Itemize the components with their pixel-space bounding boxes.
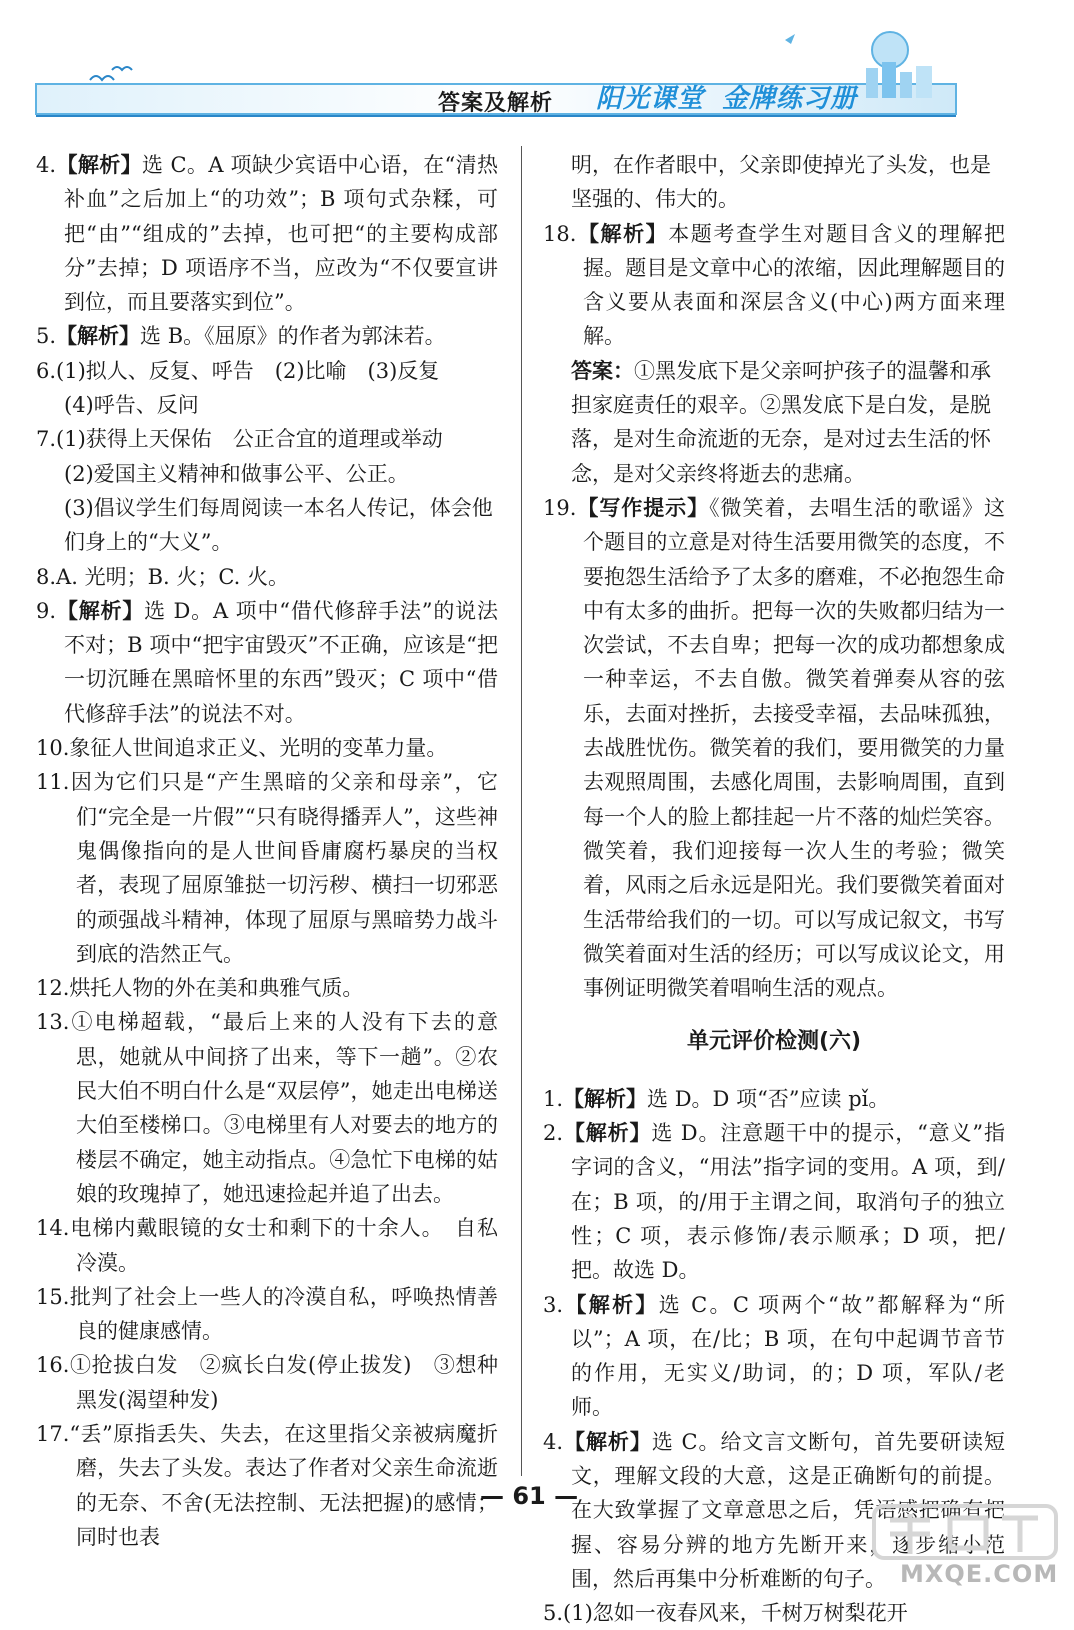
answer-14: 14.电梯内戴眼镜的女士和剩下的十余人。 自私冷漠。 [36, 1216, 498, 1275]
left-column [36, 148, 498, 1554]
page-header [0, 0, 1074, 118]
bird-icon [90, 76, 114, 80]
section-title: 单元评价检测(六) [686, 1029, 862, 1055]
unit6-answer-1: 1.【解析】选 D。D 项“否”应读 pǐ。 [543, 1085, 890, 1111]
answer-7: 7.(1)获得上天保佑 公正合宜的道理或举动 [36, 427, 443, 452]
answer-15: 15.批判了社会上一些人的冷漠自私，呼唤热情善良的健康感情。 [36, 1284, 498, 1344]
answer-16: 16.①抢拔白发 ②疯长白发(停止拔发) ③想种黑发(渴望种发) [36, 1353, 498, 1412]
unit6-answer-2: 2.【解析】选 D。注意题干中的提示，“意义”指字词的含义，“用法”指字词的变用。A 项，到/在；B 项，的/用于主谓之间，取消句子的独立性；C 项，表示修饰/表示顺承；D 项，把/把。故选 D。 [543, 1120, 1005, 1283]
answer-6: 6.(1)拟人、反复、呼告 (2)比喻 (3)反复 [36, 358, 440, 383]
answer-8: 8.A. 光明；B. 火；C. 火。 [36, 564, 290, 589]
answer-19: 19.【写作提示】《微笑着，去唱生活的歌谣》这个题目的立意是对待生活要用微笑的态度，不要抱怨生活给予了太多的磨难，不必抱怨生命中有太多的曲折。把每一次的失败都归结为一次尝试，不去自卑；把每一次的成功都想象成一种幸运，不去自傲。微笑着弹奏从容的弦乐，去面对挫折，去接受幸福，去品味孤独，去战胜忧伤。微笑着的我们，要用微笑的力量去观照周围，去感化周围，去影响周围，直到每一个人的脸上都挂起一片不落的灿烂笑容。微笑着，我们迎接每一次人生的考验；微笑着，风雨之后永远是阳光。我们要微笑着面对生活带给我们的一切。可以写成记叙文，书写微笑着面对生活的经历；可以写成议论文，用事例证明微笑着唱响生活的观点。 [543, 494, 1006, 1001]
answer-4: 4.【解析】选 C。A 项缺少宾语中心语，在“清热补血”之后加上“的功效”；B 项句式杂糅，可把“由”“组成的”去掉，也可把“的主要构成部分”去掉；D 项语序不当，应改为“不仅要宣讲到位，而且要落实到位”。 [36, 152, 498, 315]
answer-10: 10.象征人世间追求正义、光明的变革力量。 [36, 736, 448, 761]
answer-6-cont: (4)呼告、反问 [64, 393, 199, 418]
unit6-answer-5: 5.(1)忽如一夜春风来，千树万树梨花开 [543, 1601, 908, 1626]
answer-17: 17.“丢”原指丢失、失去，在这里指父亲被病魔折磨，失去了头发。表达了作者对父亲生命流逝的无奈、不舍(无法控制、无法把握)的感情；同时也表 [36, 1421, 498, 1549]
unit6-answer-3: 3.【解析】选 C。C 项两个“故”都解释为“所以”；A 项，在/比；B 项，在句中起调节音节的作用，无实义/助词，的；D 项，军队/老师。 [543, 1291, 1005, 1420]
answer-11: 11.因为它们只是“产生黑暗的父亲和母亲”，它们“完全是一片假”“只有晓得播弄人”，这些神鬼偶像指向的是人世间昏庸腐朽暴戾的当权者，表现了屈原雏挞一切污秽、横扫一切邪恶的顽强战斗精神，体现了屈原与黑暗势力战斗到底的浩然正气。 [36, 770, 498, 966]
header-title: 答案及解析 [438, 91, 554, 116]
answer-7-3: (3)倡议学生们每周阅读一本名人传记，体会他们身上的“大义”。 [64, 495, 493, 555]
page-number: — 61 — [480, 1482, 579, 1510]
answer-13: 13.①电梯超载，“最后上来的人没有下去的意思，她就从中间挤了出来，等下一趟”。②农民大伯不明白什么是“双层停”，她走出电梯送大伯至楼梯口。③电梯里有人对要去的地方的楼层不确定，她主动指点。④急忙下电梯的姑娘的玫瑰掉了，她迅速捡起并追了出去。 [36, 1010, 498, 1206]
answer-18: 18.【解析】本题考查学生对题目含义的理解把握。题目是文章中心的浓缩，因此理解题目的含义要从表面和深层含义(中心)两方面来理解。 [543, 220, 1006, 349]
answer-12: 12.烘托人物的外在美和典雅气质。 [36, 976, 364, 1001]
answer-5: 5.【解析】选 B。《屈原》的作者为郭沫若。 [36, 323, 446, 349]
watermark-text: MXQE.COM [900, 1560, 1059, 1588]
right-column [543, 148, 1005, 1630]
brand-name-2: 金牌练习册 [722, 84, 858, 114]
answer-9: 9.【解析】选 D。A 项中“借代修辞手法”的说法不对；B 项中“把宇宙毁灭”不正确，应该是“把一切沉睡在黑暗怀里的东西”毁灭；C 项中“借代修辞手法”的说法不对。 [36, 597, 499, 726]
answer-7-2: (2)爱国主义精神和做事公平、公正。 [64, 461, 409, 486]
unit6-answer-4: 4.【解析】选 C。给文言文断句，首先要研读短文，理解文段的大意，这是正确断句的前提。在大致掌握了文章意思之后，凭语感把确有把握、容易分辨的地方先断开来，逐步缩小范围，然后再集中分析难断的句子。 [543, 1428, 1005, 1591]
answer-18-answer: 答案：①黑发底下是父亲呵护孩子的温馨和承担家庭责任的艰辛。②黑发底下是白发，是脱落，是对生命流逝的无奈，是对过去生活的怀念，是对父亲终将逝去的悲痛。 [571, 357, 991, 486]
column-divider [521, 146, 522, 1476]
brand-name-1: 阳光课堂 [596, 84, 705, 114]
header-brand [596, 78, 857, 115]
answer-17-cont: 明，在作者眼中，父亲即使掉光了头发，也是坚强的、伟大的。 [571, 153, 991, 212]
